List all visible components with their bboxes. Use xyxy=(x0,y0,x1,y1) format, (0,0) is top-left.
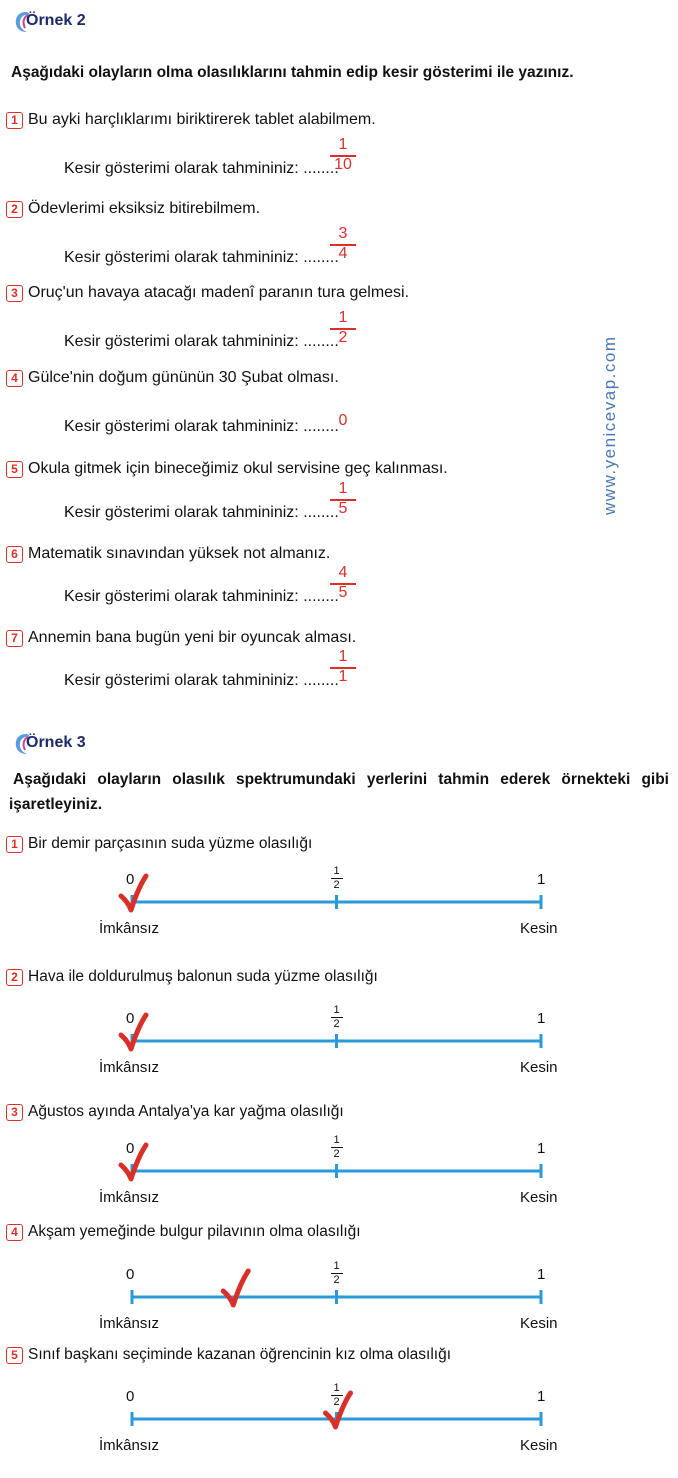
example2-badge-label: Örnek 2 xyxy=(26,12,86,29)
example3-badge-label: Örnek 3 xyxy=(26,734,86,751)
answer-fraction xyxy=(328,412,358,430)
half-denominator: 2 xyxy=(333,1274,340,1286)
scale-half-label xyxy=(331,1135,343,1160)
certain-label: Kesin xyxy=(520,1437,558,1454)
scale-half-label xyxy=(331,1261,343,1286)
scale-zero-label: 0 xyxy=(126,1010,135,1027)
estimate-label: Kesir gösterimi olarak tahmininiz: ........ xyxy=(64,672,339,689)
fraction-numerator: 1 xyxy=(338,480,348,497)
scale-half-label xyxy=(331,1383,343,1408)
estimate-label: Kesir gösterimi olarak tahmininiz: ........ xyxy=(64,504,339,521)
question-text: Ödevlerimi eksiksiz bitirebilmem. xyxy=(28,200,261,217)
fraction-numerator: 0 xyxy=(338,412,348,429)
scale-one-label: 1 xyxy=(537,1140,546,1157)
certain-label: Kesin xyxy=(520,1059,558,1076)
scale-one-label: 1 xyxy=(537,1388,546,1405)
question-text: Oruç'un havaya atacağı madenî paranın tura gelmesi. xyxy=(28,284,410,301)
scale-zero-label: 0 xyxy=(126,1140,135,1157)
scale-one-label: 1 xyxy=(537,1010,546,1027)
scale-one-label: 1 xyxy=(537,871,546,888)
item-number-badge: 5 xyxy=(6,461,23,478)
question-text: Annemin bana bugün yeni bir oyuncak alması. xyxy=(28,629,357,646)
item-number-badge: 3 xyxy=(6,285,23,302)
certain-label: Kesin xyxy=(520,1315,558,1332)
half-denominator: 2 xyxy=(333,1148,340,1160)
answer-fraction xyxy=(328,225,358,263)
scale-one-label: 1 xyxy=(537,1266,546,1283)
question-text: Okula gitmek için bineceğimiz okul servisine geç kalınması. xyxy=(28,460,448,477)
estimate-label: Kesir gösterimi olarak tahmininiz: ........ xyxy=(64,588,339,605)
scale-zero-label: 0 xyxy=(126,1388,135,1405)
answer-fraction xyxy=(328,136,358,174)
fraction-numerator: 1 xyxy=(338,648,348,665)
estimate-label: Kesir gösterimi olarak tahmininiz: ........ xyxy=(64,160,339,177)
item-number-badge: 2 xyxy=(6,201,23,218)
question-text: Hava ile doldurulmuş balonun suda yüzme olasılığı xyxy=(28,968,378,985)
fraction-denominator: 5 xyxy=(338,584,348,601)
certain-label: Kesin xyxy=(520,920,558,937)
item-number-badge: 7 xyxy=(6,630,23,647)
estimate-label: Kesir gösterimi olarak tahmininiz: ........ xyxy=(64,249,339,266)
question-text: Ağustos ayında Antalya'ya kar yağma olasılığı xyxy=(28,1103,344,1120)
example3-badge xyxy=(14,731,114,755)
watermark: www.yenicevap.com xyxy=(600,335,619,515)
scale-zero-label: 0 xyxy=(126,871,135,888)
question-text: Bu ayki harçlıklarımı biriktirerek tablet alabilmem. xyxy=(28,111,376,128)
item-number-badge: 5 xyxy=(6,1347,23,1364)
impossible-label: İmkânsız xyxy=(99,1315,160,1332)
impossible-label: İmkânsız xyxy=(99,1437,160,1454)
fraction-denominator: 5 xyxy=(338,500,348,517)
impossible-label: İmkânsız xyxy=(99,920,160,937)
question-text: Gülce'nin doğum gününün 30 Şubat olması. xyxy=(28,369,339,386)
question-text: Bir demir parçasının suda yüzme olasılığı xyxy=(28,835,313,852)
scale-zero-label: 0 xyxy=(126,1266,135,1283)
example2-instruction: Aşağıdaki olayların olma olasılıklarını tahmin edip kesir gösterimi ile yazınız. xyxy=(11,64,574,81)
half-numerator: 1 xyxy=(333,1134,340,1146)
question-text: Akşam yemeğinde bulgur pilavının olma olasılığı xyxy=(28,1223,361,1240)
scale-half-label xyxy=(331,1005,343,1030)
example2-badge xyxy=(14,9,114,33)
item-number-badge: 1 xyxy=(6,836,23,853)
fraction-numerator: 4 xyxy=(338,564,348,581)
estimate-label: Kesir gösterimi olarak tahmininiz: ........ xyxy=(64,333,339,350)
item-number-badge: 1 xyxy=(6,112,23,129)
half-numerator: 1 xyxy=(333,1382,340,1394)
question-text: Sınıf başkanı seçiminde kazanan öğrencinin kız olma olasılığı xyxy=(28,1346,452,1363)
answer-fraction xyxy=(328,564,358,602)
item-number-badge: 4 xyxy=(6,370,23,387)
half-denominator: 2 xyxy=(333,1396,340,1408)
half-numerator: 1 xyxy=(333,1004,340,1016)
item-number-badge: 2 xyxy=(6,969,23,986)
fraction-denominator: 10 xyxy=(334,156,352,173)
impossible-label: İmkânsız xyxy=(99,1189,160,1206)
fraction-numerator: 3 xyxy=(338,225,348,242)
half-denominator: 2 xyxy=(333,879,340,891)
fraction-numerator: 1 xyxy=(338,309,348,326)
fraction-denominator: 1 xyxy=(338,668,348,685)
half-numerator: 1 xyxy=(333,865,340,877)
answer-fraction xyxy=(328,309,358,347)
item-number-badge: 4 xyxy=(6,1224,23,1241)
answer-fraction xyxy=(328,480,358,518)
fraction-denominator: 2 xyxy=(338,329,348,346)
example3-instruction-line2: işaretleyiniz. xyxy=(9,796,103,813)
estimate-label: Kesir gösterimi olarak tahmininiz: ........ xyxy=(64,418,339,435)
scale-half-label xyxy=(331,866,343,891)
fraction-denominator: 4 xyxy=(338,245,348,262)
question-text: Matematik sınavından yüksek not almanız. xyxy=(28,545,331,562)
fraction-numerator: 1 xyxy=(338,136,348,153)
certain-label: Kesin xyxy=(520,1189,558,1206)
item-number-badge: 3 xyxy=(6,1104,23,1121)
impossible-label: İmkânsız xyxy=(99,1059,160,1076)
check-mark-icon xyxy=(223,1271,248,1305)
half-denominator: 2 xyxy=(333,1018,340,1030)
half-numerator: 1 xyxy=(333,1260,340,1272)
example3-instruction-line1: Aşağıdaki olayların olasılık spektrumundaki yerlerini tahmin ederek örnekteki gibi xyxy=(13,771,669,788)
answer-fraction xyxy=(328,648,358,686)
item-number-badge: 6 xyxy=(6,546,23,563)
